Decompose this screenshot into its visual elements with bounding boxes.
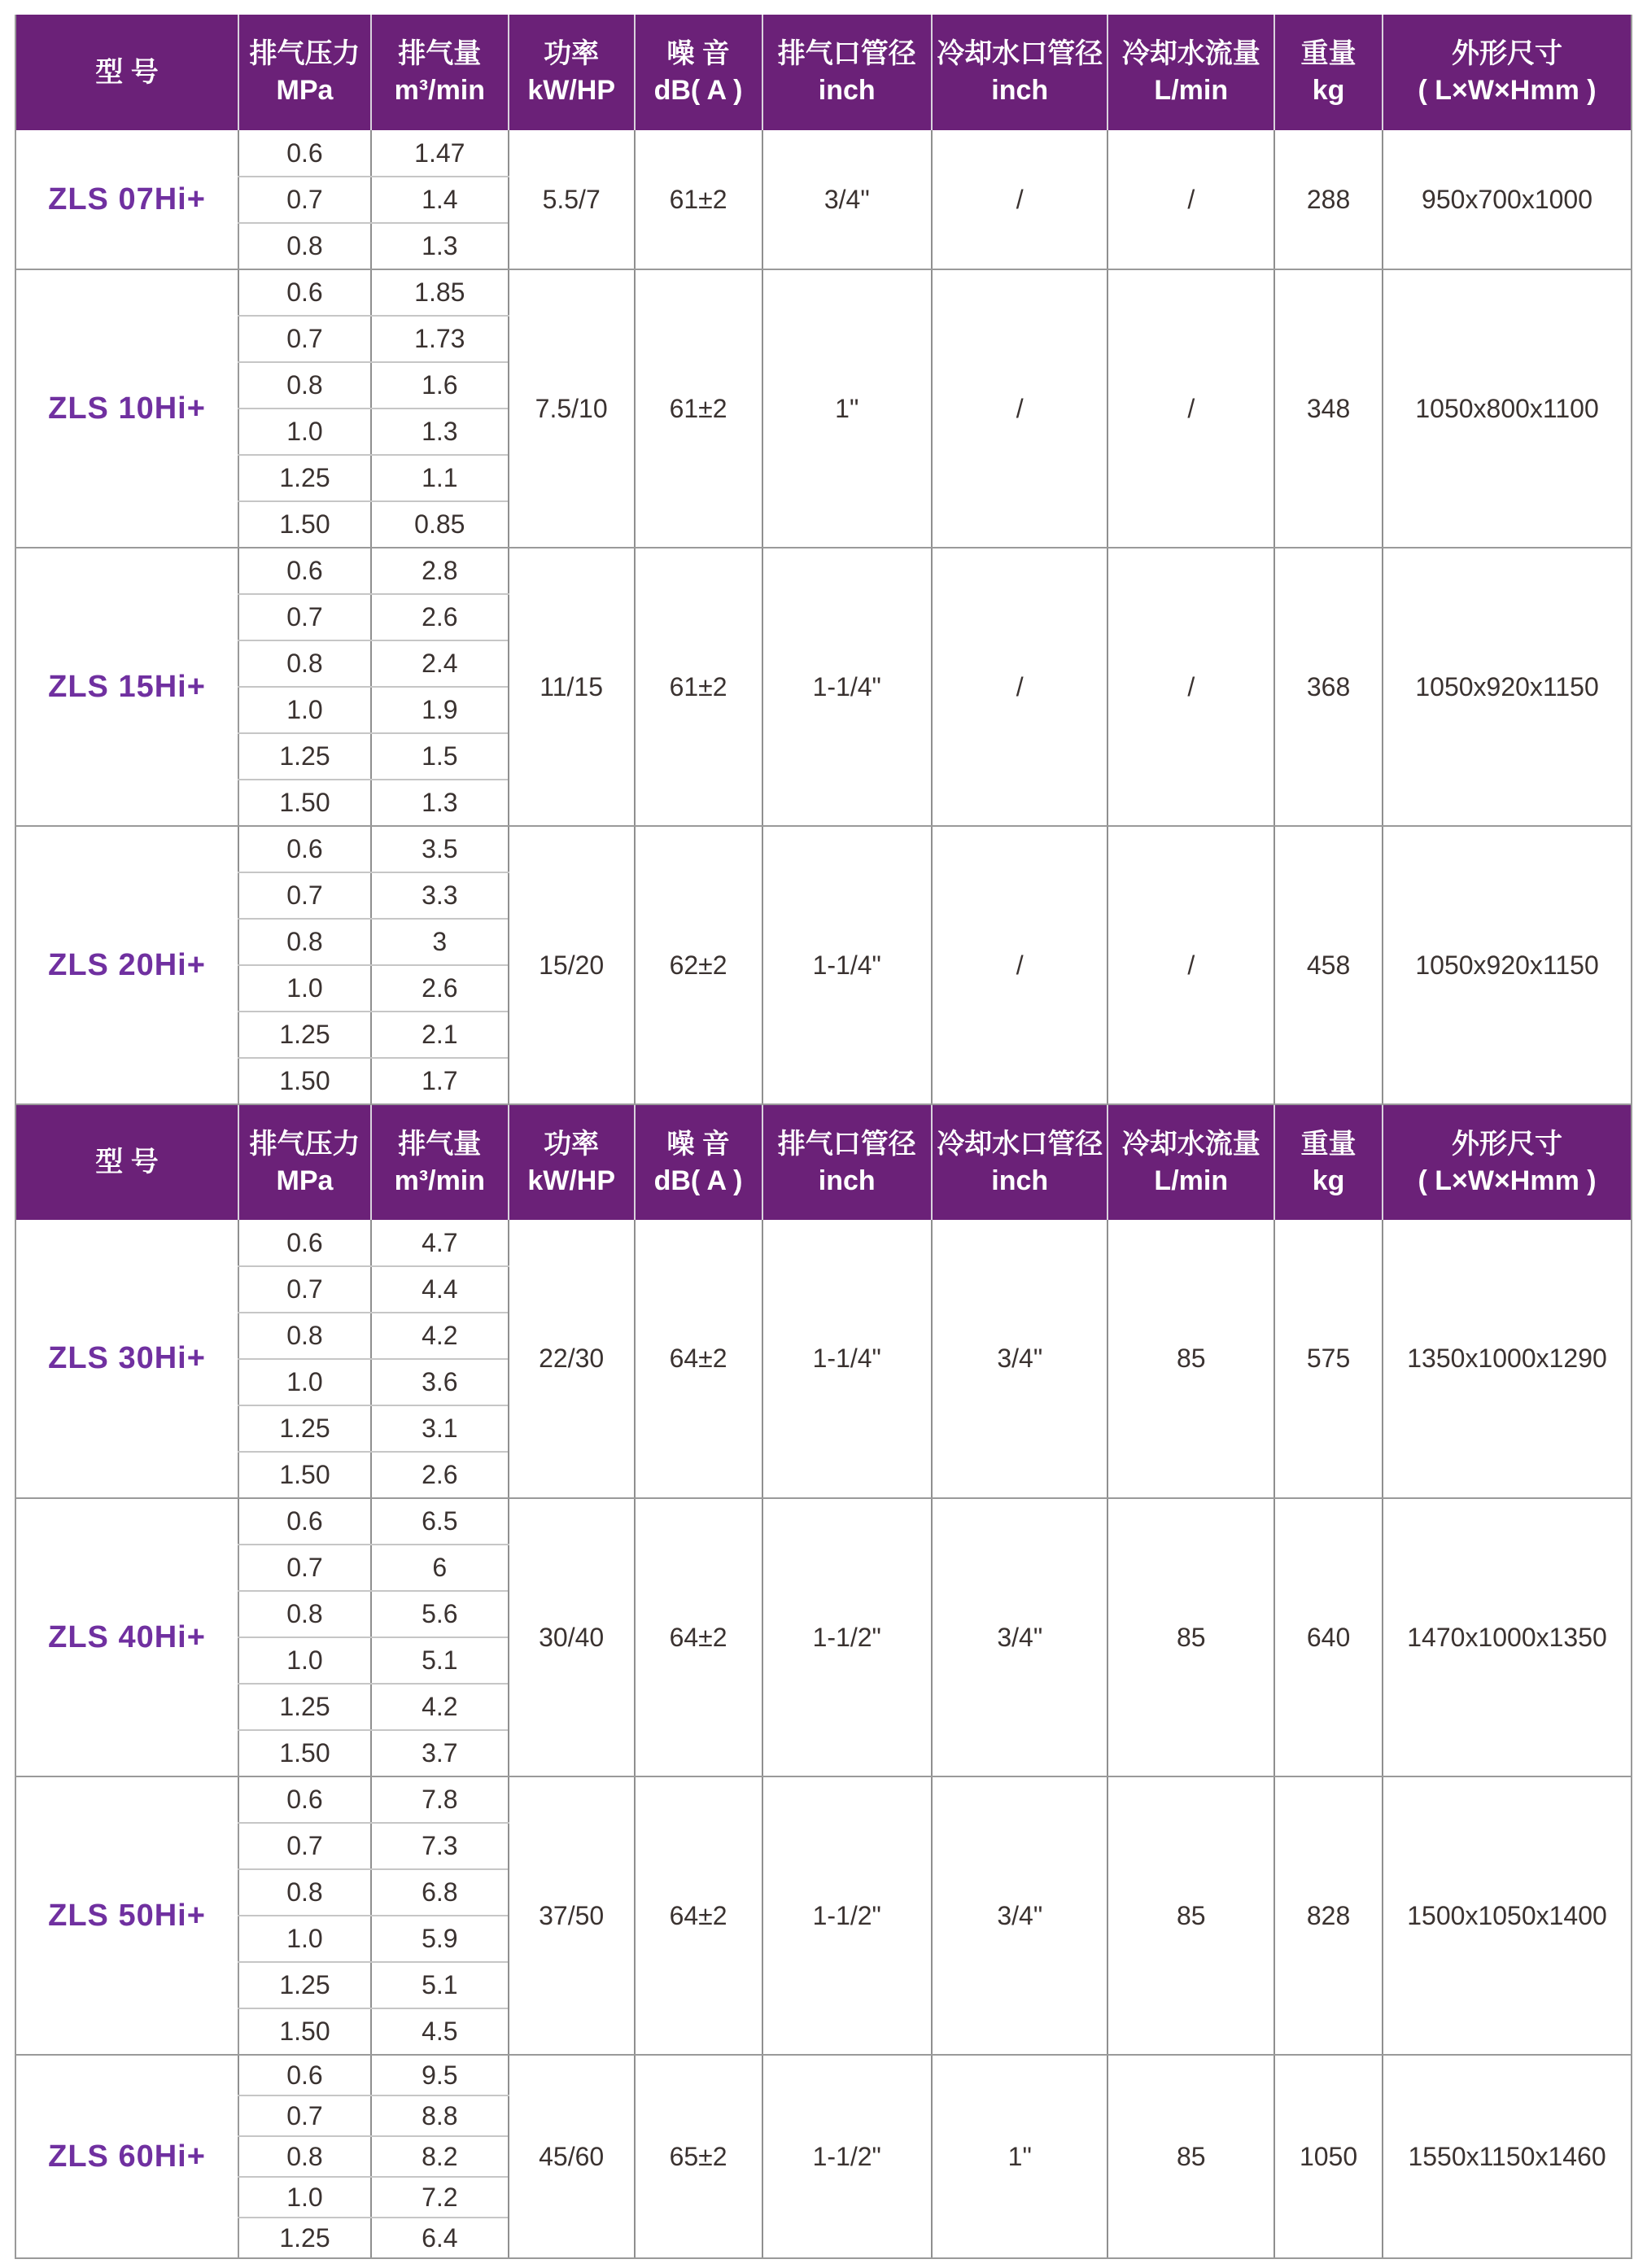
pressure-cell: 0.6 — [238, 130, 371, 177]
flow-cell: 1.5 — [371, 733, 509, 780]
table-row — [15, 130, 1632, 177]
flow-cell: 1.4 — [371, 177, 509, 223]
cooling-port-cell: / — [932, 826, 1107, 1104]
pressure-cell: 0.7 — [238, 594, 371, 640]
pressure-cell: 1.0 — [238, 1359, 371, 1405]
flow-cell: 4.7 — [371, 1220, 509, 1266]
header-cell-pressure — [238, 1104, 371, 1220]
flow-cell: 6.4 — [371, 2218, 509, 2258]
table-header-row — [15, 1104, 1632, 1220]
header-cooling-flow-title: 冷却水流量 — [1121, 1128, 1260, 1160]
outlet-cell: 1-1/4" — [762, 1220, 933, 1498]
header-cell-outlet — [762, 1104, 933, 1220]
pressure-cell: 0.7 — [238, 872, 371, 919]
header-cell-noise — [635, 1104, 762, 1220]
pressure-cell: 1.25 — [238, 1684, 371, 1730]
power-cell: 45/60 — [509, 2055, 635, 2258]
pressure-cell: 1.50 — [238, 2008, 371, 2055]
header-cell-power — [509, 15, 635, 130]
model-name-cell: ZLS 20Hi+ — [15, 826, 238, 1104]
power-cell: 7.5/10 — [509, 269, 635, 548]
weight-cell: 458 — [1274, 826, 1383, 1104]
cooling-flow-cell: / — [1107, 269, 1274, 548]
flow-cell: 3.3 — [371, 872, 509, 919]
outlet-cell: 3/4" — [762, 130, 933, 269]
pressure-cell: 1.50 — [238, 1058, 371, 1104]
header-cell-power — [509, 1104, 635, 1220]
flow-cell: 1.6 — [371, 362, 509, 409]
table-header-row — [15, 15, 1632, 130]
flow-cell: 9.5 — [371, 2055, 509, 2095]
header-pressure-unit: MPa — [276, 75, 334, 106]
table-row — [15, 1498, 1632, 1545]
cooling-flow-cell: / — [1107, 826, 1274, 1104]
weight-cell: 1050 — [1274, 2055, 1383, 2258]
flow-cell: 8.2 — [371, 2136, 509, 2177]
model-name-cell: ZLS 30Hi+ — [15, 1220, 238, 1498]
header-power-title: 功率 — [544, 38, 600, 70]
pressure-cell: 1.25 — [238, 1405, 371, 1452]
table-row — [15, 548, 1632, 594]
flow-cell: 4.5 — [371, 2008, 509, 2055]
pressure-cell: 0.8 — [238, 2136, 371, 2177]
cooling-port-cell: / — [932, 548, 1107, 826]
header-cooling-flow-unit: L/min — [1154, 1165, 1229, 1196]
header-outlet-title: 排气口管径 — [777, 38, 916, 70]
dimensions-cell: 1550x1150x1460 — [1383, 2055, 1632, 2258]
flow-cell: 3.6 — [371, 1359, 509, 1405]
table-row — [15, 1220, 1632, 1266]
flow-cell: 2.6 — [371, 965, 509, 1012]
header-weight-unit: kg — [1312, 75, 1345, 106]
outlet-cell: 1-1/4" — [762, 548, 933, 826]
table-row — [15, 2055, 1632, 2095]
weight-cell: 288 — [1274, 130, 1383, 269]
header-cell-cooling-port — [932, 15, 1107, 130]
pressure-cell: 1.0 — [238, 409, 371, 455]
pressure-cell: 1.25 — [238, 1962, 371, 2008]
header-pressure-unit: MPa — [276, 1165, 334, 1196]
flow-cell: 1.3 — [371, 223, 509, 269]
table-row — [15, 1776, 1632, 1823]
outlet-cell: 1" — [762, 269, 933, 548]
noise-cell: 64±2 — [635, 1220, 762, 1498]
flow-cell: 5.1 — [371, 1637, 509, 1684]
header-pressure-title: 排气压力 — [249, 1128, 360, 1160]
header-dimensions-unit: ( L×W×Hmm ) — [1418, 1165, 1597, 1196]
pressure-cell: 0.8 — [238, 919, 371, 965]
flow-cell: 6.8 — [371, 1869, 509, 1916]
table-row — [15, 269, 1632, 316]
noise-cell: 61±2 — [635, 548, 762, 826]
flow-cell: 1.47 — [371, 130, 509, 177]
pressure-cell: 0.6 — [238, 2055, 371, 2095]
noise-cell: 61±2 — [635, 130, 762, 269]
pressure-cell: 0.8 — [238, 1869, 371, 1916]
cooling-port-cell: 3/4" — [932, 1498, 1107, 1776]
cooling-flow-cell: / — [1107, 548, 1274, 826]
pressure-cell: 0.8 — [238, 223, 371, 269]
header-model-label: 型 号 — [95, 1147, 159, 1178]
weight-cell: 368 — [1274, 548, 1383, 826]
flow-cell: 2.1 — [371, 1012, 509, 1058]
header-cell-cooling-flow — [1107, 15, 1274, 130]
model-name-cell: ZLS 40Hi+ — [15, 1498, 238, 1776]
pressure-cell: 0.6 — [238, 269, 371, 316]
flow-cell: 2.4 — [371, 640, 509, 687]
header-cell-weight — [1274, 1104, 1383, 1220]
header-cell-model — [15, 1104, 238, 1220]
pressure-cell: 1.0 — [238, 1916, 371, 1962]
pressure-cell: 0.7 — [238, 1823, 371, 1869]
header-cooling-port-title: 冷却水口管径 — [937, 1128, 1103, 1160]
flow-cell: 5.1 — [371, 1962, 509, 2008]
model-name-cell: ZLS 15Hi+ — [15, 548, 238, 826]
outlet-cell: 1-1/2" — [762, 2055, 933, 2258]
power-cell: 15/20 — [509, 826, 635, 1104]
noise-cell: 62±2 — [635, 826, 762, 1104]
flow-cell: 1.3 — [371, 780, 509, 826]
header-cell-flow — [371, 1104, 509, 1220]
header-cell-model — [15, 15, 238, 130]
flow-cell: 3 — [371, 919, 509, 965]
model-name-cell: ZLS 10Hi+ — [15, 269, 238, 548]
pressure-cell: 0.8 — [238, 640, 371, 687]
header-weight-title: 重量 — [1300, 38, 1356, 70]
pressure-cell: 0.6 — [238, 1498, 371, 1545]
model-name-cell: ZLS 60Hi+ — [15, 2055, 238, 2258]
header-dimensions-title: 外形尺寸 — [1452, 1128, 1563, 1160]
flow-cell: 8.8 — [371, 2095, 509, 2136]
weight-cell: 575 — [1274, 1220, 1383, 1498]
pressure-cell: 1.25 — [238, 733, 371, 780]
header-flow-title: 排气量 — [398, 38, 482, 70]
weight-cell: 640 — [1274, 1498, 1383, 1776]
pressure-cell: 1.0 — [238, 2177, 371, 2218]
header-flow-unit: m³/min — [394, 75, 486, 106]
pressure-cell: 0.7 — [238, 1545, 371, 1591]
pressure-cell: 0.7 — [238, 2095, 371, 2136]
dimensions-cell: 1350x1000x1290 — [1383, 1220, 1632, 1498]
header-cooling-port-title: 冷却水口管径 — [937, 38, 1103, 70]
header-pressure-title: 排气压力 — [249, 38, 360, 70]
header-cell-pressure — [238, 15, 371, 130]
pressure-cell: 0.7 — [238, 316, 371, 362]
header-cell-dimensions — [1383, 1104, 1632, 1220]
header-noise-unit: dB( A ) — [653, 75, 743, 106]
pressure-cell: 1.50 — [238, 501, 371, 548]
pressure-cell: 1.50 — [238, 780, 371, 826]
weight-cell: 828 — [1274, 1776, 1383, 2055]
header-power-unit: kW/HP — [527, 75, 615, 106]
table-row — [15, 826, 1632, 872]
model-name-cell: ZLS 07Hi+ — [15, 130, 238, 269]
header-cell-outlet — [762, 15, 933, 130]
flow-cell: 5.6 — [371, 1591, 509, 1637]
pressure-cell: 1.25 — [238, 2218, 371, 2258]
pressure-cell: 1.0 — [238, 687, 371, 733]
flow-cell: 2.6 — [371, 594, 509, 640]
header-power-title: 功率 — [544, 1128, 600, 1160]
flow-cell: 6.5 — [371, 1498, 509, 1545]
flow-cell: 3.1 — [371, 1405, 509, 1452]
pressure-cell: 0.8 — [238, 362, 371, 409]
header-cooling-flow-unit: L/min — [1154, 75, 1229, 106]
header-cell-dimensions — [1383, 15, 1632, 130]
header-cooling-port-unit: inch — [991, 75, 1049, 106]
cooling-flow-cell: 85 — [1107, 2055, 1274, 2258]
pressure-cell: 1.25 — [238, 455, 371, 501]
noise-cell: 65±2 — [635, 2055, 762, 2258]
header-outlet-unit: inch — [818, 1165, 876, 1196]
cooling-port-cell: 1" — [932, 2055, 1107, 2258]
cooling-flow-cell: / — [1107, 130, 1274, 269]
flow-cell: 3.5 — [371, 826, 509, 872]
flow-cell: 4.2 — [371, 1313, 509, 1359]
flow-cell: 1.85 — [371, 269, 509, 316]
flow-cell: 4.2 — [371, 1684, 509, 1730]
flow-cell: 7.2 — [371, 2177, 509, 2218]
flow-cell: 7.8 — [371, 1776, 509, 1823]
header-flow-title: 排气量 — [398, 1128, 482, 1160]
dimensions-cell: 1050x920x1150 — [1383, 548, 1632, 826]
pressure-cell: 0.7 — [238, 177, 371, 223]
flow-cell: 1.7 — [371, 1058, 509, 1104]
header-noise-unit: dB( A ) — [653, 1165, 743, 1196]
pressure-cell: 0.6 — [238, 1776, 371, 1823]
outlet-cell: 1-1/2" — [762, 1498, 933, 1776]
cooling-port-cell: / — [932, 269, 1107, 548]
header-dimensions-title: 外形尺寸 — [1452, 38, 1563, 70]
header-weight-unit: kg — [1312, 1165, 1345, 1196]
flow-cell: 1.9 — [371, 687, 509, 733]
model-name-cell: ZLS 50Hi+ — [15, 1776, 238, 2055]
header-flow-unit: m³/min — [394, 1165, 486, 1196]
pressure-cell: 0.6 — [238, 826, 371, 872]
header-cell-cooling-flow — [1107, 1104, 1274, 1220]
noise-cell: 64±2 — [635, 1776, 762, 2055]
header-outlet-unit: inch — [818, 75, 876, 106]
outlet-cell: 1-1/2" — [762, 1776, 933, 2055]
flow-cell: 6 — [371, 1545, 509, 1591]
header-dimensions-unit: ( L×W×Hmm ) — [1418, 75, 1597, 106]
dimensions-cell: 1050x920x1150 — [1383, 826, 1632, 1104]
cooling-flow-cell: 85 — [1107, 1498, 1274, 1776]
flow-cell: 2.6 — [371, 1452, 509, 1498]
cooling-port-cell: 3/4" — [932, 1220, 1107, 1498]
dimensions-cell: 1470x1000x1350 — [1383, 1498, 1632, 1776]
power-cell: 37/50 — [509, 1776, 635, 2055]
outlet-cell: 1-1/4" — [762, 826, 933, 1104]
flow-cell: 2.8 — [371, 548, 509, 594]
cooling-flow-cell: 85 — [1107, 1220, 1274, 1498]
header-cooling-port-unit: inch — [991, 1165, 1049, 1196]
flow-cell: 4.4 — [371, 1266, 509, 1313]
header-power-unit: kW/HP — [527, 1165, 615, 1196]
power-cell: 30/40 — [509, 1498, 635, 1776]
power-cell: 22/30 — [509, 1220, 635, 1498]
header-weight-title: 重量 — [1300, 1128, 1356, 1160]
header-cooling-flow-title: 冷却水流量 — [1121, 38, 1260, 70]
power-cell: 5.5/7 — [509, 130, 635, 269]
pressure-cell: 0.7 — [238, 1266, 371, 1313]
noise-cell: 61±2 — [635, 269, 762, 548]
flow-cell: 7.3 — [371, 1823, 509, 1869]
pressure-cell: 0.8 — [238, 1591, 371, 1637]
header-outlet-title: 排气口管径 — [777, 1128, 916, 1160]
cooling-flow-cell: 85 — [1107, 1776, 1274, 2055]
noise-cell: 64±2 — [635, 1498, 762, 1776]
pressure-cell: 0.6 — [238, 1220, 371, 1266]
pressure-cell: 1.50 — [238, 1452, 371, 1498]
power-cell: 11/15 — [509, 548, 635, 826]
pressure-cell: 0.8 — [238, 1313, 371, 1359]
cooling-port-cell: 3/4" — [932, 1776, 1107, 2055]
header-noise-title: 噪 音 — [666, 1128, 730, 1160]
flow-cell: 5.9 — [371, 1916, 509, 1962]
pressure-cell: 0.6 — [238, 548, 371, 594]
flow-cell: 1.73 — [371, 316, 509, 362]
pressure-cell: 1.0 — [238, 965, 371, 1012]
flow-cell: 1.3 — [371, 409, 509, 455]
weight-cell: 348 — [1274, 269, 1383, 548]
header-cell-noise — [635, 15, 762, 130]
header-cell-flow — [371, 15, 509, 130]
spec-table — [15, 15, 1632, 2259]
header-noise-title: 噪 音 — [666, 38, 730, 70]
flow-cell: 1.1 — [371, 455, 509, 501]
pressure-cell: 1.50 — [238, 1730, 371, 1776]
header-model-label: 型 号 — [95, 56, 159, 88]
cooling-port-cell: / — [932, 130, 1107, 269]
dimensions-cell: 1500x1050x1400 — [1383, 1776, 1632, 2055]
pressure-cell: 1.0 — [238, 1637, 371, 1684]
flow-cell: 3.7 — [371, 1730, 509, 1776]
flow-cell: 0.85 — [371, 501, 509, 548]
dimensions-cell: 1050x800x1100 — [1383, 269, 1632, 548]
dimensions-cell: 950x700x1000 — [1383, 130, 1632, 269]
pressure-cell: 1.25 — [238, 1012, 371, 1058]
header-cell-cooling-port — [932, 1104, 1107, 1220]
header-cell-weight — [1274, 15, 1383, 130]
